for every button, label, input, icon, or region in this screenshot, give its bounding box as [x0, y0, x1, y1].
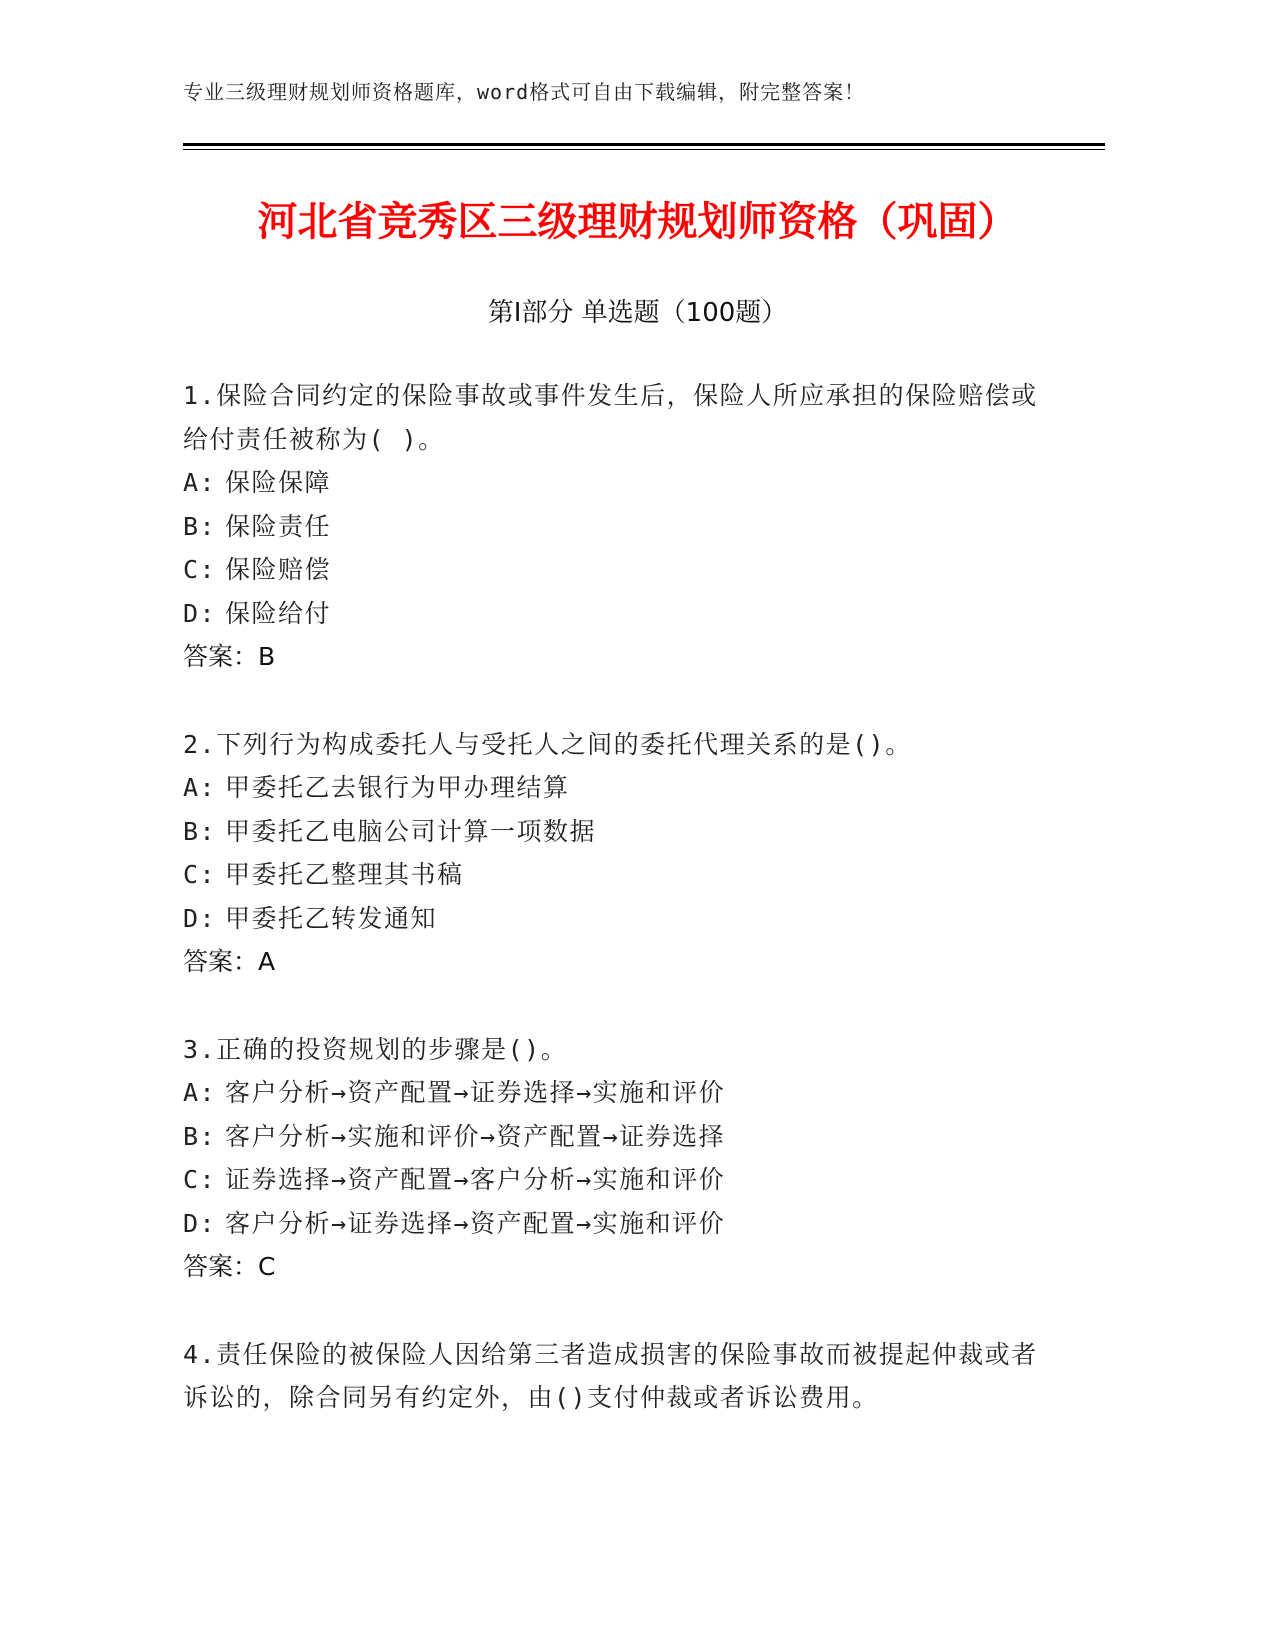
answer: 答案：B [183, 642, 276, 671]
option-text: 保险保障 [225, 468, 332, 497]
option-key: A: [183, 773, 217, 802]
option-key: D: [183, 903, 217, 933]
option-text: 保险赔偿 [225, 555, 332, 584]
option-key: B: [183, 1121, 217, 1151]
question-text: 3.正确的投资规划的步骤是()。 [183, 1034, 568, 1064]
option-key: B: [183, 511, 217, 541]
option-text: 保险给付 [225, 598, 332, 628]
option-b [183, 505, 1053, 549]
question-text: 2.下列行为构成委托人与受托人之间的委托代理关系的是()。 [183, 729, 912, 759]
option-d [183, 897, 1053, 941]
option-c [183, 548, 1053, 592]
question-4 [183, 1333, 1053, 1420]
option-text: 甲委托乙电脑公司计算一项数据 [225, 816, 597, 846]
option-c [183, 1158, 1053, 1202]
question-text: 1.保险合同约定的保险事故或事件发生后，保险人所应承担的保险赔偿或给付责任被称为( )。 [183, 381, 1038, 454]
header-note: 专业三级理财规划师资格题库，word格式可自由下载编辑，附完整答案！ [183, 80, 866, 104]
question-text: 4.责任保险的被保险人因给第三者造成损害的保险事故而被提起仲裁或者诉讼的，除合同另有约定外，由()支付仲裁或者诉讼费用。 [183, 1339, 1038, 1412]
option-text: 客户分析→证券选择→资产配置→实施和评价 [225, 1208, 726, 1238]
section-title: 第I部分 单选题（100题） [487, 298, 788, 328]
answer: 答案：C [183, 1252, 276, 1281]
option-d [183, 592, 1053, 636]
option-key: D: [183, 598, 217, 628]
option-text: 甲委托乙整理其书稿 [225, 860, 464, 889]
question-3 [183, 1028, 1053, 1289]
question-1 [183, 374, 1053, 679]
option-key: C: [183, 860, 217, 889]
option-key: A: [183, 1078, 217, 1107]
option-a [183, 766, 1053, 810]
option-text: 保险责任 [225, 511, 332, 541]
document-title: 河北省竞秀区三级理财规划师资格（巩固） [257, 199, 1018, 245]
answer: 答案：A [183, 947, 276, 976]
option-key: B: [183, 816, 217, 846]
option-key: D: [183, 1208, 217, 1238]
option-text: 甲委托乙去银行为甲办理结算 [225, 773, 570, 802]
option-b [183, 810, 1053, 854]
header-rule-thin [183, 149, 1105, 150]
option-c [183, 853, 1053, 897]
option-key: A: [183, 468, 217, 497]
option-key: C: [183, 1165, 217, 1194]
option-text: 甲委托乙转发通知 [225, 903, 438, 933]
option-a [183, 461, 1053, 505]
option-key: C: [183, 555, 217, 584]
question-list [183, 374, 1053, 1464]
option-text: 证券选择→资产配置→客户分析→实施和评价 [225, 1165, 726, 1194]
header-rule-thick [183, 143, 1105, 146]
option-d [183, 1202, 1053, 1246]
question-2 [183, 723, 1053, 984]
option-b [183, 1115, 1053, 1159]
option-text: 客户分析→资产配置→证券选择→实施和评价 [225, 1078, 726, 1107]
option-a [183, 1071, 1053, 1115]
option-text: 客户分析→实施和评价→资产配置→证券选择 [225, 1121, 726, 1151]
